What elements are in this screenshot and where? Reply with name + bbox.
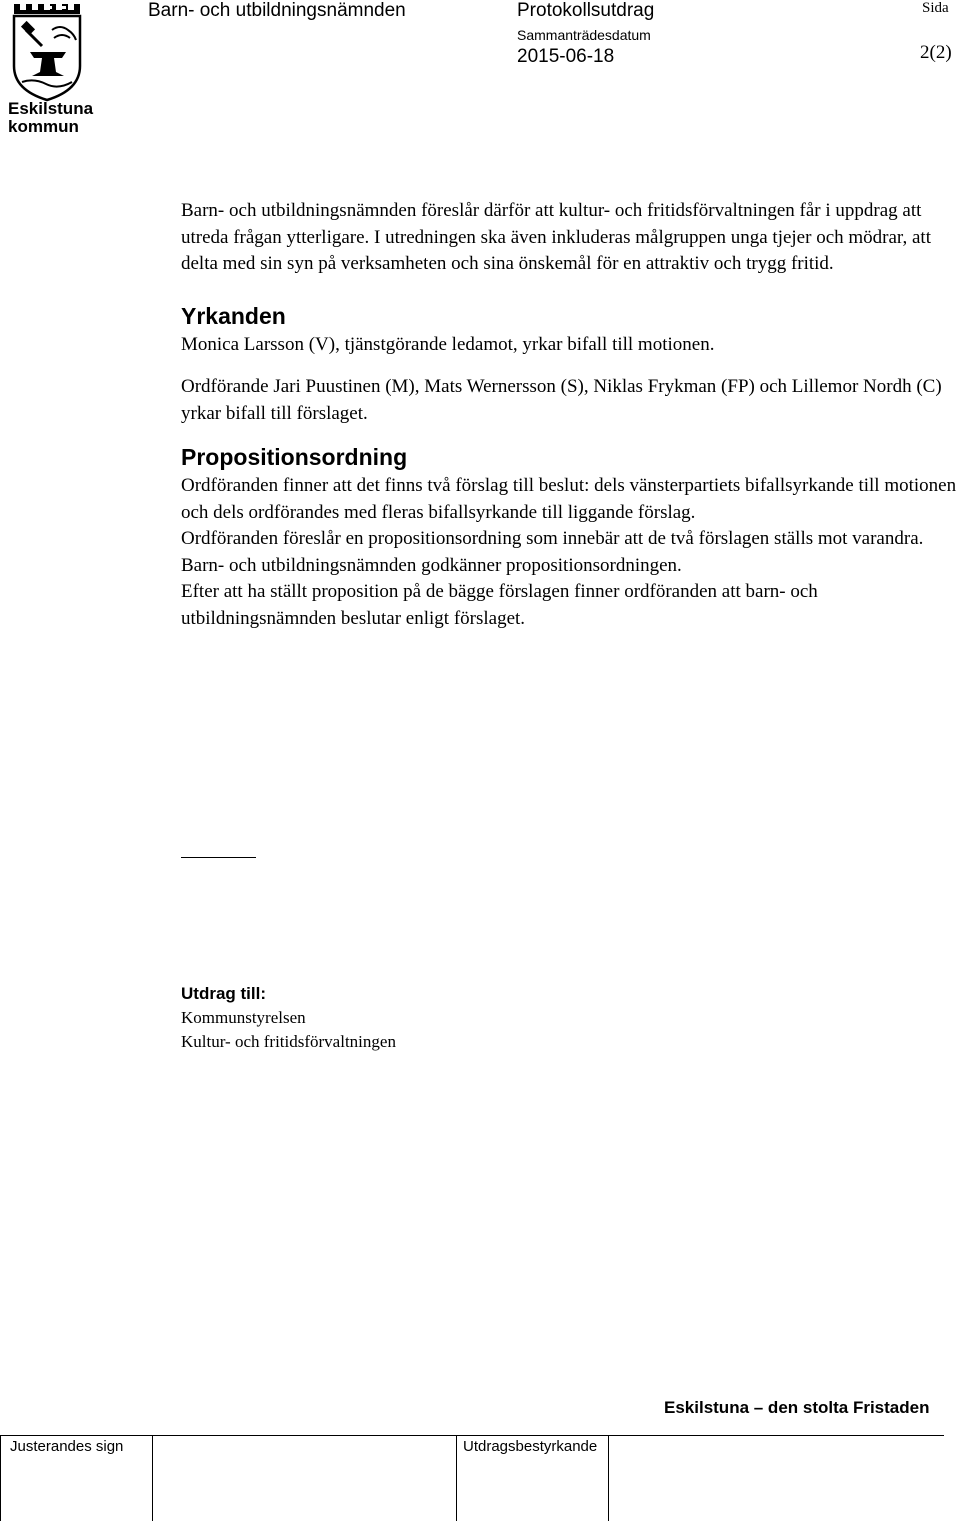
heading-propositionsordning: Propositionsordning: [181, 444, 408, 470]
paragraph-prop-1: Ordföranden finner att det finns två förslag till beslut: dels vänsterpartiets bifallsyrkande till motionen och dels ordförandes med fleras bifallsyrkande till liggande förslag.: [181, 475, 957, 523]
paragraph-prop-2: Ordföranden föreslår en propositionsordning som innebär att de två förslagen ställs mot varandra. Barn- och utbildningsnämnden godkänner propositionsordningen.: [181, 528, 924, 576]
footer-rule: [0, 1435, 944, 1436]
paragraph-proposal: Barn- och utbildningsnämnden föreslår därför att kultur- och fritidsförvaltningen får i uppdrag att utreda frågan ytterligare. I utredningen ska även inkluderas målgruppen unga tjejer och mödrar, att delta med sin syn på verksamheten och sina önskemål för en attraktiv och trygg fritid.: [181, 200, 931, 274]
document-body: [181, 198, 960, 632]
copies-section: [181, 982, 396, 1054]
extract-certification-label: Utdragsbestyrkande: [463, 1438, 598, 1455]
copies-recipient: Kultur- och fritidsförvaltningen: [181, 1032, 396, 1051]
footer-divider: [608, 1435, 609, 1521]
paragraph-yrkanden-1: Monica Larsson (V), tjänstgörande ledamot, yrkar bifall till motionen.: [181, 333, 715, 355]
copies-recipient: Kommunstyrelsen: [181, 1008, 306, 1027]
copies-title: Utdrag till:: [181, 984, 266, 1003]
logo-text-eskilstuna: Eskilstuna: [8, 99, 94, 118]
propositionsordning-text: [181, 473, 960, 632]
footer-divider: [456, 1435, 457, 1521]
footer-divider: [0, 1435, 1, 1521]
meeting-date: 2015-06-18: [517, 46, 615, 67]
page-label: Sida: [922, 0, 949, 16]
signature-box-label: Justerandes sign: [10, 1438, 124, 1455]
document-type: Protokollsutdrag: [517, 0, 655, 21]
separator-rule: [181, 857, 256, 858]
page-number: 2(2): [920, 42, 952, 63]
logo-text-kommun: kommun: [8, 117, 79, 136]
paragraph-yrkanden-2: Ordförande Jari Puustinen (M), Mats Wernersson (S), Niklas Frykman (FP) och Lillemor Nordh (C) yrkar bifall till förslaget.: [181, 376, 942, 424]
footer-slogan: Eskilstuna – den stolta Fristaden: [664, 1398, 930, 1417]
footer-divider: [152, 1435, 153, 1521]
municipality-logo: [8, 0, 94, 138]
paragraph-prop-3: Efter att ha ställt proposition på de bägge förslagen finner ordföranden att barn- och utbildningsnämnden beslutar enligt förslaget.: [181, 581, 818, 629]
meeting-date-label: Sammanträdesdatum: [517, 27, 651, 43]
committee-name: Barn- och utbildningsnämnden: [148, 0, 406, 21]
heading-yrkanden: Yrkanden: [181, 302, 286, 329]
